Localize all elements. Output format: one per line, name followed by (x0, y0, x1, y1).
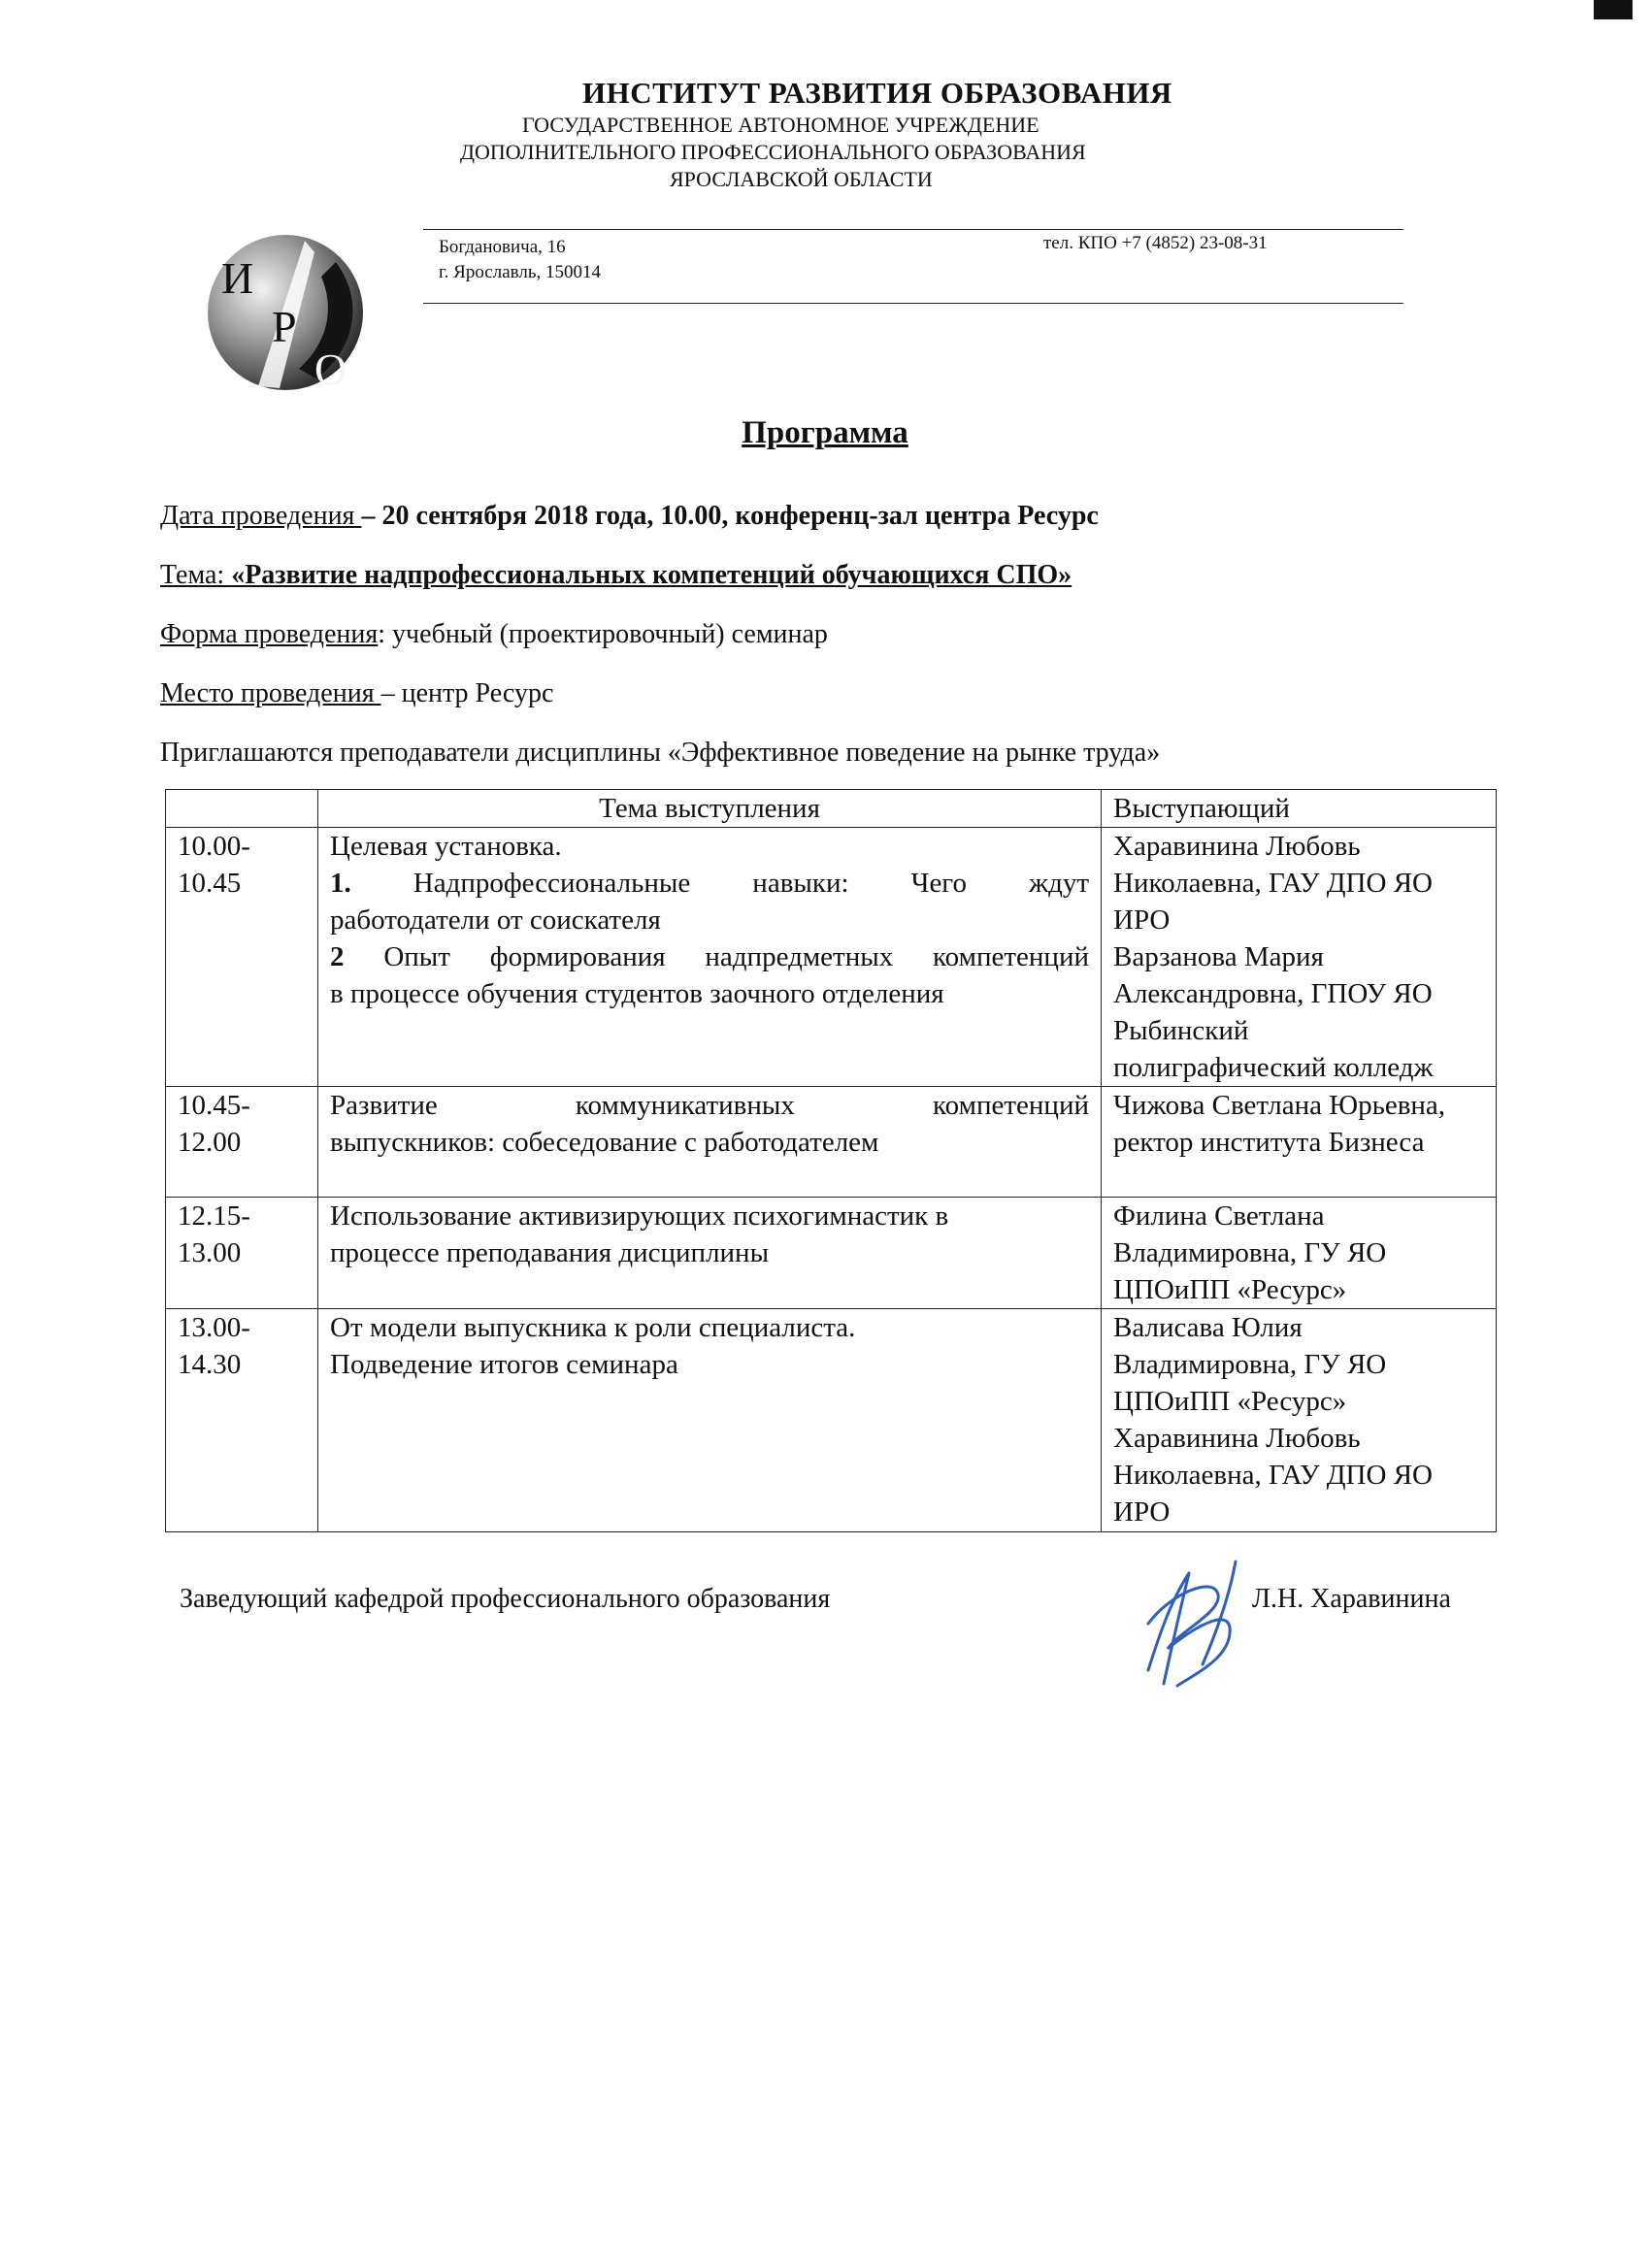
org-line-1: ГОСУДАРСТВЕННОЕ АВТОНОМНОЕ УЧРЕЖДЕНИЕ (522, 113, 1040, 137)
event-form (160, 619, 828, 650)
place-label: Место проведения (160, 678, 381, 708)
table-row (166, 1087, 1497, 1198)
time-end: 10.45 (178, 868, 242, 899)
speaker-line: Филина Светлана (1113, 1200, 1325, 1232)
speaker-line: ЦПОиПП «Ресурс» (1113, 1274, 1347, 1305)
address-rule-top (423, 229, 1403, 230)
header-time (166, 790, 318, 828)
header-speaker: Выступающий (1102, 790, 1497, 828)
address-rule-bottom (423, 303, 1403, 304)
item-number: 1. (330, 868, 351, 899)
speaker-line: Владимировна, ГУ ЯО (1113, 1349, 1387, 1380)
logo-letter-i: И (221, 253, 254, 303)
form-value: : учебный (проектировочный) семинар (378, 619, 828, 649)
signatory-name: Л.Н. Харавинина (1252, 1584, 1451, 1614)
speaker-line: Валисава Юлия (1113, 1312, 1303, 1343)
speaker-line: Чижова Светлана Юрьевна, (1113, 1090, 1446, 1121)
table-header-row (166, 790, 1497, 828)
topic-cell (318, 1309, 1102, 1532)
speaker-line: ИРО (1113, 1496, 1171, 1528)
time-cell (166, 1198, 318, 1309)
topic-line: работодатели от соискателя (330, 904, 661, 936)
item-number: 2 (330, 941, 345, 972)
date-label: Дата проведения (160, 501, 362, 531)
org-line-3: ЯРОСЛАВСКОЙ ОБЛАСТИ (670, 167, 933, 191)
schedule-table (165, 789, 1497, 1532)
time-start: 13.00- (178, 1312, 250, 1343)
event-date (160, 501, 1099, 532)
table-row (166, 1198, 1497, 1309)
scan-edge-mark (1594, 0, 1633, 19)
theme-value: «Развитие надпрофессиональных компетенций обучающихся СПО» (231, 560, 1072, 590)
time-start: 10.00- (178, 831, 250, 862)
logo-letter-r: Р (272, 302, 297, 351)
phone-number: тел. КПО +7 (4852) 23-08-31 (1043, 233, 1268, 253)
handwritten-signature-icon (1121, 1556, 1276, 1692)
iro-logo-icon (190, 233, 380, 393)
time-end: 12.00 (178, 1127, 242, 1158)
speaker-line: Харавинина Любовь (1113, 831, 1361, 862)
speaker-line: Харавинина Любовь (1113, 1423, 1361, 1454)
topic-text: 2 Опыт формирования надпредметных компетенций (330, 941, 1089, 972)
time-start: 10.45- (178, 1090, 250, 1121)
speaker-line: ИРО (1113, 904, 1171, 936)
org-line-2: ДОПОЛНИТЕЛЬНОГО ПРОФЕССИОНАЛЬНОГО ОБРАЗОВАНИЯ (460, 140, 1086, 164)
table-row (166, 828, 1497, 1087)
document-title: Программа (742, 415, 908, 450)
signatory-position: Заведующий кафедрой профессионального образования (180, 1584, 831, 1614)
topic-cell (318, 1087, 1102, 1198)
theme-label: Тема: (160, 560, 232, 590)
event-theme (160, 560, 1072, 591)
speaker-line: Николаевна, ГАУ ДПО ЯО (1113, 1460, 1433, 1491)
form-label: Форма проведения (160, 619, 379, 649)
time-end: 13.00 (178, 1237, 242, 1268)
invited-note: Приглашаются преподаватели дисциплины «Эффективное поведение на рынке труда» (160, 738, 1161, 768)
speaker-line: ЦПОиПП «Ресурс» (1113, 1386, 1347, 1417)
speaker-line: полиграфический колледж (1113, 1052, 1434, 1083)
topic-line: выпускников: собеседование с работодателем (330, 1127, 879, 1158)
topic-line: Подведение итогов семинара (330, 1349, 678, 1380)
place-value: – центр Ресурс (380, 678, 554, 708)
speaker-line: Варзанова Мария (1113, 941, 1324, 972)
topic-line (330, 865, 1089, 902)
event-place (160, 678, 553, 709)
speaker-cell (1102, 1087, 1497, 1198)
time-cell (166, 828, 318, 1087)
topic-cell (318, 1198, 1102, 1309)
org-name: ИНСТИТУТ РАЗВИТИЯ ОБРАЗОВАНИЯ (582, 76, 1172, 110)
date-value: – 20 сентября 2018 года, 10.00, конференц-зал центра Ресурс (361, 501, 1099, 531)
header-topic: Тема выступления (318, 790, 1102, 828)
time-cell (166, 1087, 318, 1198)
table-row (166, 1309, 1497, 1532)
topic-line: От модели выпускника к роли специалиста. (330, 1312, 856, 1343)
address-block (439, 235, 601, 285)
topic-line: Целевая установка. (330, 831, 562, 862)
speaker-cell (1102, 828, 1497, 1087)
topic-cell (318, 828, 1102, 1087)
time-end: 14.30 (178, 1349, 242, 1380)
time-start: 12.15- (178, 1200, 250, 1232)
topic-line (330, 938, 1089, 975)
speaker-line: Александровна, ГПОУ ЯО (1113, 978, 1433, 1009)
speaker-line: Рыбинский (1113, 1015, 1249, 1046)
topic-text: Надпрофессиональные навыки: Чего ждут (350, 868, 1089, 899)
speaker-cell (1102, 1309, 1497, 1532)
speaker-line: Николаевна, ГАУ ДПО ЯО (1113, 868, 1433, 899)
topic-line: Использование активизирующих психогимнастик в (330, 1200, 949, 1232)
speaker-cell (1102, 1198, 1497, 1309)
topic-line: Развитие коммуникативных компетенций (330, 1090, 1089, 1121)
address-street: Богдановича, 16 (439, 237, 566, 257)
logo-letter-o: О (314, 345, 347, 393)
speaker-line: ректор института Бизнеса (1113, 1127, 1425, 1158)
speaker-line: Владимировна, ГУ ЯО (1113, 1237, 1387, 1268)
topic-line: процессе преподавания дисциплины (330, 1237, 770, 1268)
time-cell (166, 1309, 318, 1532)
topic-line: в процессе обучения студентов заочного отделения (330, 978, 944, 1009)
address-city: г. Ярославль, 150014 (439, 262, 602, 282)
